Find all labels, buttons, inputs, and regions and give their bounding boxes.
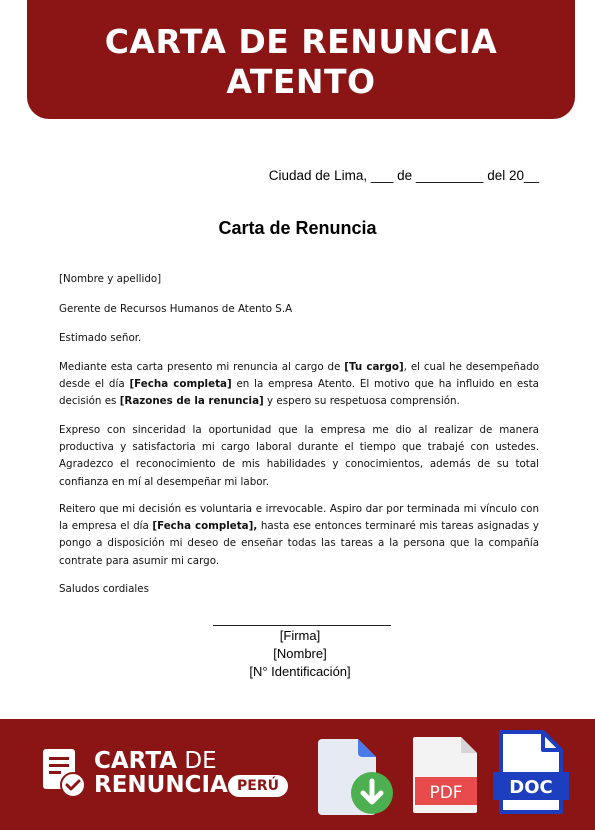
p1-text-c: , el cual he desempeñado desde el día bbox=[59, 361, 539, 391]
p1-text-e: en la empresa Atento. El motivo que ha influido en esta decisión es bbox=[59, 378, 539, 408]
p1-placeholder-cargo: [Tu cargo] bbox=[344, 361, 404, 373]
p3-placeholder-fecha: [Fecha completa], bbox=[152, 520, 258, 533]
doc-label: DOC bbox=[509, 777, 553, 798]
header-title-line2: ATENTO bbox=[226, 61, 376, 101]
header-title-line1: CARTA DE RENUNCIA bbox=[104, 21, 498, 61]
p3-text-a: Reitero que mi decisión es voluntaria e irrevocable. Aspiro dar por terminada mi vínculo con la empresa el día bbox=[59, 503, 539, 533]
signature-line bbox=[213, 625, 391, 626]
p1-text-g: y espero su respetuosa comprensión. bbox=[263, 395, 460, 408]
signature-nombre: [Nombre] bbox=[273, 646, 327, 661]
place-date: Ciudad de Lima, ___ de _________ del 20__ bbox=[268, 168, 539, 183]
p1-placeholder-fecha: [Fecha completa] bbox=[129, 378, 232, 391]
signature-firma: [Firma] bbox=[279, 628, 321, 643]
paragraph-1 bbox=[59, 359, 539, 411]
header-banner bbox=[27, 0, 575, 119]
greeting: Estimado señor. bbox=[59, 332, 142, 344]
logo-text-carta-de: CARTA DE bbox=[94, 748, 217, 774]
p3-text-c: hasta ese entonces terminaré mis tareas asignadas y pongo a disposición mi deseo de enseñar todas las tareas a la persona que la compañía contrate para asumir mi cargo. bbox=[59, 520, 539, 567]
pdf-label: PDF bbox=[429, 783, 463, 803]
file-download-icon[interactable] bbox=[318, 735, 396, 817]
letter-title: Carta de Renuncia bbox=[218, 218, 377, 238]
paragraph-2: Expreso con sinceridad la oportunidad que la empresa me dio al realizar de manera productiva y satisfactoria mi cargo laboral durante el tiempo que trabajé con ustedes. Agradezco el reconocimiento de mis habilidades y conocimientos, además de su total confianza en mí al desempeñar mi labor. bbox=[59, 424, 539, 488]
logo-badge-peru: PERÚ bbox=[228, 775, 288, 797]
p1-placeholder-razones: [Razones de la renuncia] bbox=[119, 395, 264, 408]
closing: Saludos cordiales bbox=[59, 583, 149, 595]
document-check-icon bbox=[41, 747, 87, 799]
p1-text-a: Mediante esta carta presento mi renuncia al cargo de bbox=[59, 361, 345, 373]
logo-text-renuncia: RENUNCIA bbox=[94, 772, 228, 798]
signature-id: [N° Identificación] bbox=[249, 664, 351, 679]
paragraph-3 bbox=[59, 501, 539, 570]
recipient-name: [Nombre y apellido] bbox=[59, 273, 162, 285]
pdf-file-icon[interactable] bbox=[413, 735, 479, 815]
doc-file-icon[interactable] bbox=[491, 730, 573, 816]
recipient-position: Gerente de Recursos Humanos de Atento S.A bbox=[59, 303, 293, 315]
